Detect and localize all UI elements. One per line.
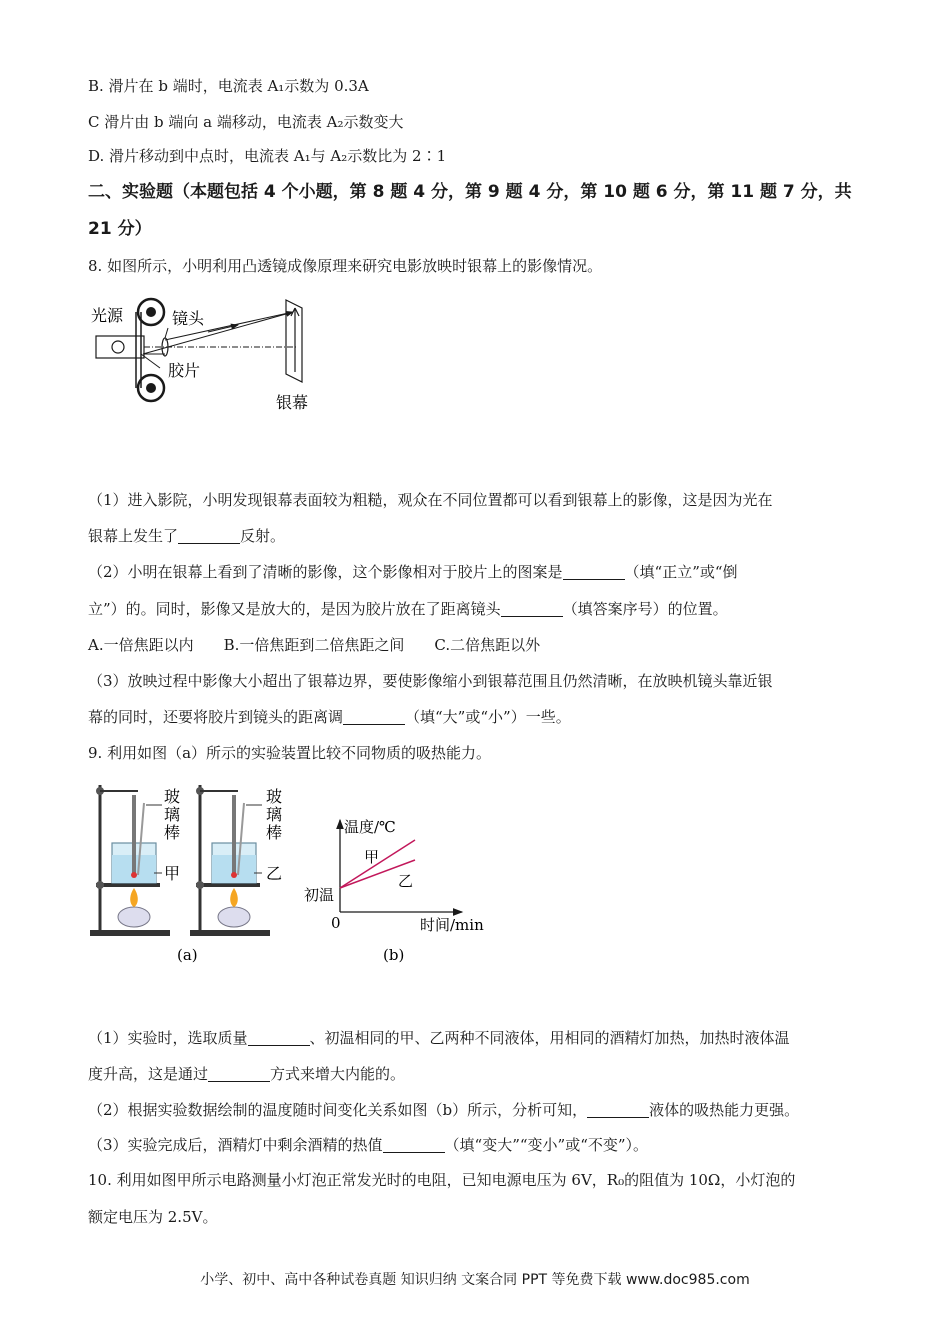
section-heading: 二、实验题（本题包括 4 个小题，第 8 题 4 分，第 9 题 4 分，第 10 题 6 分，第 11 题 7 分，共 — [88, 182, 852, 202]
caption-a: (a) — [177, 946, 198, 964]
q8-part3-line2: 幕的同时，还要将胶片到镜头的距离调 （填“大”或“小”）一些。 — [88, 708, 571, 726]
series-jia-label: 甲 — [364, 848, 380, 866]
initial-temp-label: 初温 — [304, 886, 335, 904]
glass-rod-label: 璃 — [164, 805, 181, 824]
q8-part2-line2: 立”）的。同时，影像又是放大的，是因为胶片放在了距离镜头 （填答案序号）的位置。 — [88, 600, 728, 618]
y-axis-label: 温度/℃ — [344, 818, 396, 836]
answer-blank[interactable] — [343, 709, 405, 725]
light-source-label: 光源 — [91, 306, 124, 325]
answer-blank[interactable] — [178, 528, 240, 544]
q8-option-a: A.一倍焦距以内 — [88, 636, 194, 654]
screen-label: 银幕 — [276, 393, 309, 412]
lens-label: 镜头 — [172, 309, 205, 328]
q8-part2-line1: （2）小明在银幕上看到了清晰的影像，这个影像相对于胶片上的图案是 （填“正立”或“倒 — [88, 563, 738, 581]
heating-apparatus-figure — [88, 775, 288, 970]
option-d: D. 滑片移动到中点时，电流表 A₁与 A₂示数比为 2∶1 — [88, 147, 447, 165]
q8-option-c: C.二倍焦距以外 — [434, 636, 541, 654]
x-axis-label: 时间/min — [420, 916, 484, 934]
option-b: B. 滑片在 b 端时，电流表 A₁示数为 0.3A — [88, 77, 369, 95]
glass-rod-label: 棒 — [164, 823, 181, 842]
screen-icon — [286, 300, 302, 382]
q9-part1-line1: （1）实验时，选取质量 、初温相同的甲、乙两种不同液体，用相同的酒精灯加热，加热时液体温 — [88, 1029, 790, 1047]
answer-blank[interactable] — [501, 601, 563, 617]
question-9: 9. 利用如图（a）所示的实验装置比较不同物质的吸热能力。 — [88, 744, 492, 762]
q8-part3-line1: （3）放映过程中影像大小超出了银幕边界，要使影像缩小到银幕范围且仍然清晰，在放映机镜头靠近银 — [88, 672, 773, 690]
q9-part3: （3）实验完成后，酒精灯中剩余酒精的热值 （填“变大”“变小”或“不变”）。 — [88, 1136, 649, 1154]
series-yi-label: 乙 — [398, 872, 414, 890]
question-10-line1: 10. 利用如图甲所示电路测量小灯泡正常发光时的电阻，已知电源电压为 6V，R₀的阻值为 10Ω，小灯泡的 — [88, 1171, 796, 1189]
page-footer: 小学、初中、高中各种试卷真题 知识归纳 文案合同 PPT 等免费下载 www.doc985.com — [200, 1272, 750, 1288]
glass-rod-label: 玻 — [164, 787, 181, 806]
liquid-jia-label: 甲 — [164, 864, 181, 883]
answer-blank[interactable] — [563, 564, 625, 580]
glass-rod-label: 璃 — [266, 805, 283, 824]
answer-blank[interactable] — [248, 1030, 310, 1046]
q8-part1-line1: （1）进入影院，小明发现银幕表面较为粗糙，观众在不同位置都可以看到银幕上的影像，这是因为光在 — [88, 491, 773, 509]
q8-options — [88, 635, 570, 655]
answer-blank[interactable] — [208, 1066, 270, 1082]
option-c: C 滑片由 b 端向 a 端移动，电流表 A₂示数变大 — [88, 113, 404, 131]
light-source-box — [96, 336, 144, 358]
question-10-line2: 额定电压为 2.5V。 — [88, 1208, 218, 1226]
film-label: 胶片 — [168, 361, 201, 380]
question-8: 8. 如图所示，小明利用凸透镜成像原理来研究电影放映时银幕上的影像情况。 — [88, 257, 603, 275]
origin-label: 0 — [331, 914, 341, 932]
q9-part2: （2）根据实验数据绘制的温度随时间变化关系如图（b）所示，分析可知， 液体的吸热能力更强。 — [88, 1101, 800, 1119]
glass-rod-label: 玻 — [266, 787, 283, 806]
projector-figure — [88, 290, 328, 420]
q8-option-b: B.一倍焦距到二倍焦距之间 — [223, 636, 405, 654]
q9-part1-line2: 度升高，这是通过 方式来增大内能的。 — [88, 1065, 406, 1083]
liquid-yi-label: 乙 — [266, 864, 283, 883]
bulb-icon — [112, 341, 124, 353]
section-heading-cont: 21 分） — [88, 219, 152, 239]
answer-blank[interactable] — [587, 1102, 649, 1118]
q8-part1-line2: 银幕上发生了 反射。 — [88, 527, 286, 545]
caption-b: (b) — [383, 946, 405, 964]
answer-blank[interactable] — [383, 1137, 445, 1153]
temperature-graph — [300, 810, 490, 970]
glass-rod-label: 棒 — [266, 823, 283, 842]
